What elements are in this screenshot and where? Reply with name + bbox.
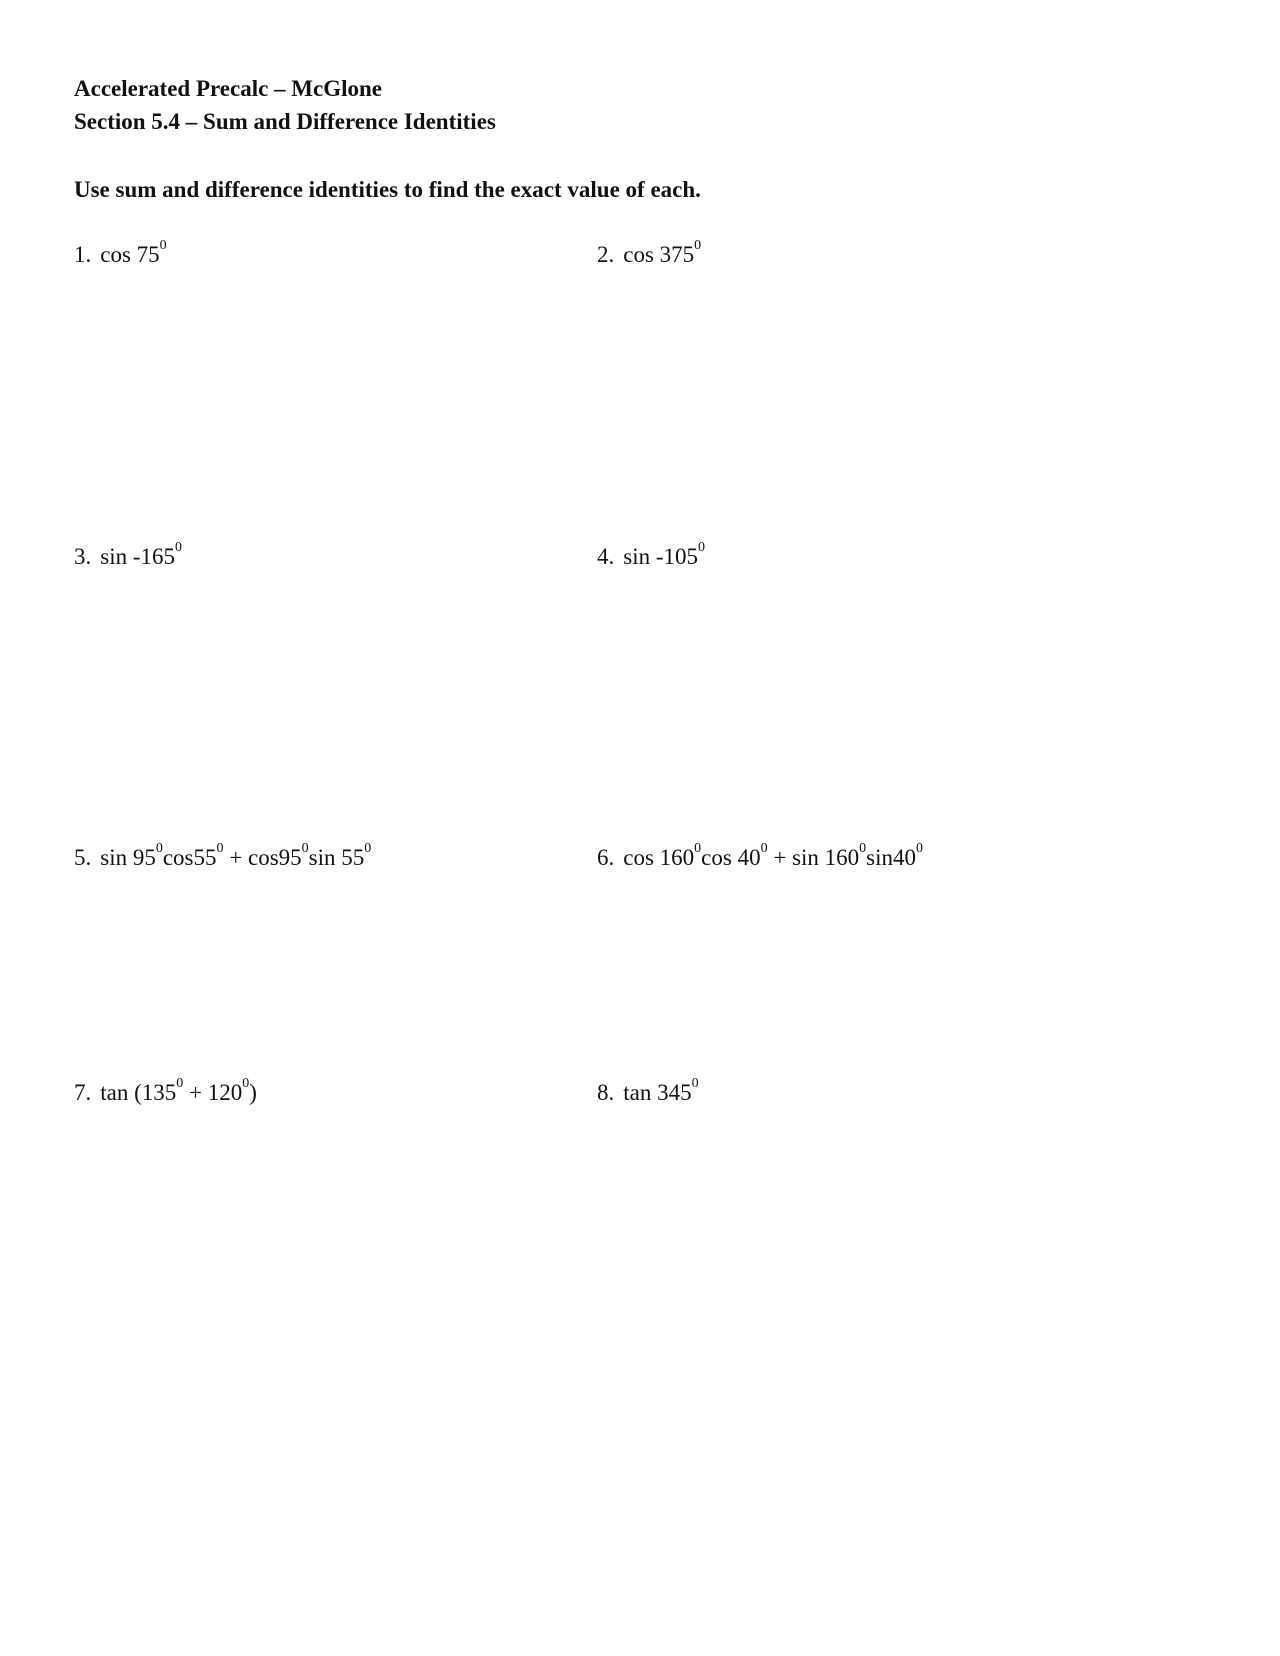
expression-text: cos 160 bbox=[623, 845, 695, 870]
expression-text: sin40 bbox=[866, 845, 916, 870]
degree-symbol: 0 bbox=[159, 238, 167, 253]
expression-text: sin -105 bbox=[623, 544, 698, 569]
section-title: Section 5.4 – Sum and Difference Identities bbox=[74, 109, 496, 134]
degree-symbol: 0 bbox=[216, 841, 224, 856]
expression-text: tan 345 bbox=[623, 1080, 692, 1105]
degree-symbol: 0 bbox=[698, 540, 705, 555]
expression-text: + 120 bbox=[183, 1080, 243, 1105]
expression-text: tan (135 bbox=[100, 1080, 177, 1105]
degree-symbol: 0 bbox=[694, 841, 702, 856]
problem-number: 2. bbox=[597, 242, 615, 267]
degree-symbol: 0 bbox=[694, 238, 702, 253]
degree-symbol: 0 bbox=[916, 841, 923, 856]
problem-number: 3. bbox=[74, 544, 92, 569]
problem-number: 4. bbox=[597, 544, 615, 569]
expression-text: cos55 bbox=[162, 845, 217, 870]
problem-4 bbox=[597, 540, 705, 570]
problem-number: 6. bbox=[597, 845, 615, 870]
degree-symbol: 0 bbox=[760, 841, 768, 856]
problem-1 bbox=[74, 238, 167, 268]
problem-8 bbox=[597, 1076, 699, 1106]
problem-number: 8. bbox=[597, 1080, 615, 1105]
problem-2 bbox=[597, 238, 702, 268]
expression-text: + cos95 bbox=[223, 845, 302, 870]
degree-symbol: 0 bbox=[176, 1076, 184, 1091]
problem-number: 5. bbox=[74, 845, 92, 870]
degree-symbol: 0 bbox=[242, 1076, 250, 1091]
expression-text: sin 95 bbox=[100, 845, 156, 870]
expression-text: cos 375 bbox=[623, 242, 695, 267]
degree-symbol: 0 bbox=[859, 841, 867, 856]
degree-symbol: 0 bbox=[175, 540, 182, 555]
degree-symbol: 0 bbox=[155, 841, 163, 856]
expression-text: sin -165 bbox=[100, 544, 175, 569]
problem-number: 7. bbox=[74, 1080, 92, 1105]
problem-number: 1. bbox=[74, 242, 92, 267]
problem-5 bbox=[74, 841, 372, 871]
expression-text: ) bbox=[249, 1080, 257, 1105]
problem-3 bbox=[74, 540, 182, 570]
expression-text: cos 75 bbox=[100, 242, 160, 267]
problem-7 bbox=[74, 1076, 257, 1106]
expression-text: cos 40 bbox=[701, 845, 761, 870]
expression-text: sin 55 bbox=[308, 845, 365, 870]
course-title: Accelerated Precalc – McGlone bbox=[74, 76, 383, 101]
degree-symbol: 0 bbox=[301, 841, 309, 856]
instructions: Use sum and difference identities to find the exact value of each. bbox=[74, 177, 701, 202]
degree-symbol: 0 bbox=[691, 1076, 699, 1091]
expression-text: + sin 160 bbox=[767, 845, 860, 870]
problem-6 bbox=[597, 841, 923, 871]
degree-symbol: 0 bbox=[364, 841, 372, 856]
